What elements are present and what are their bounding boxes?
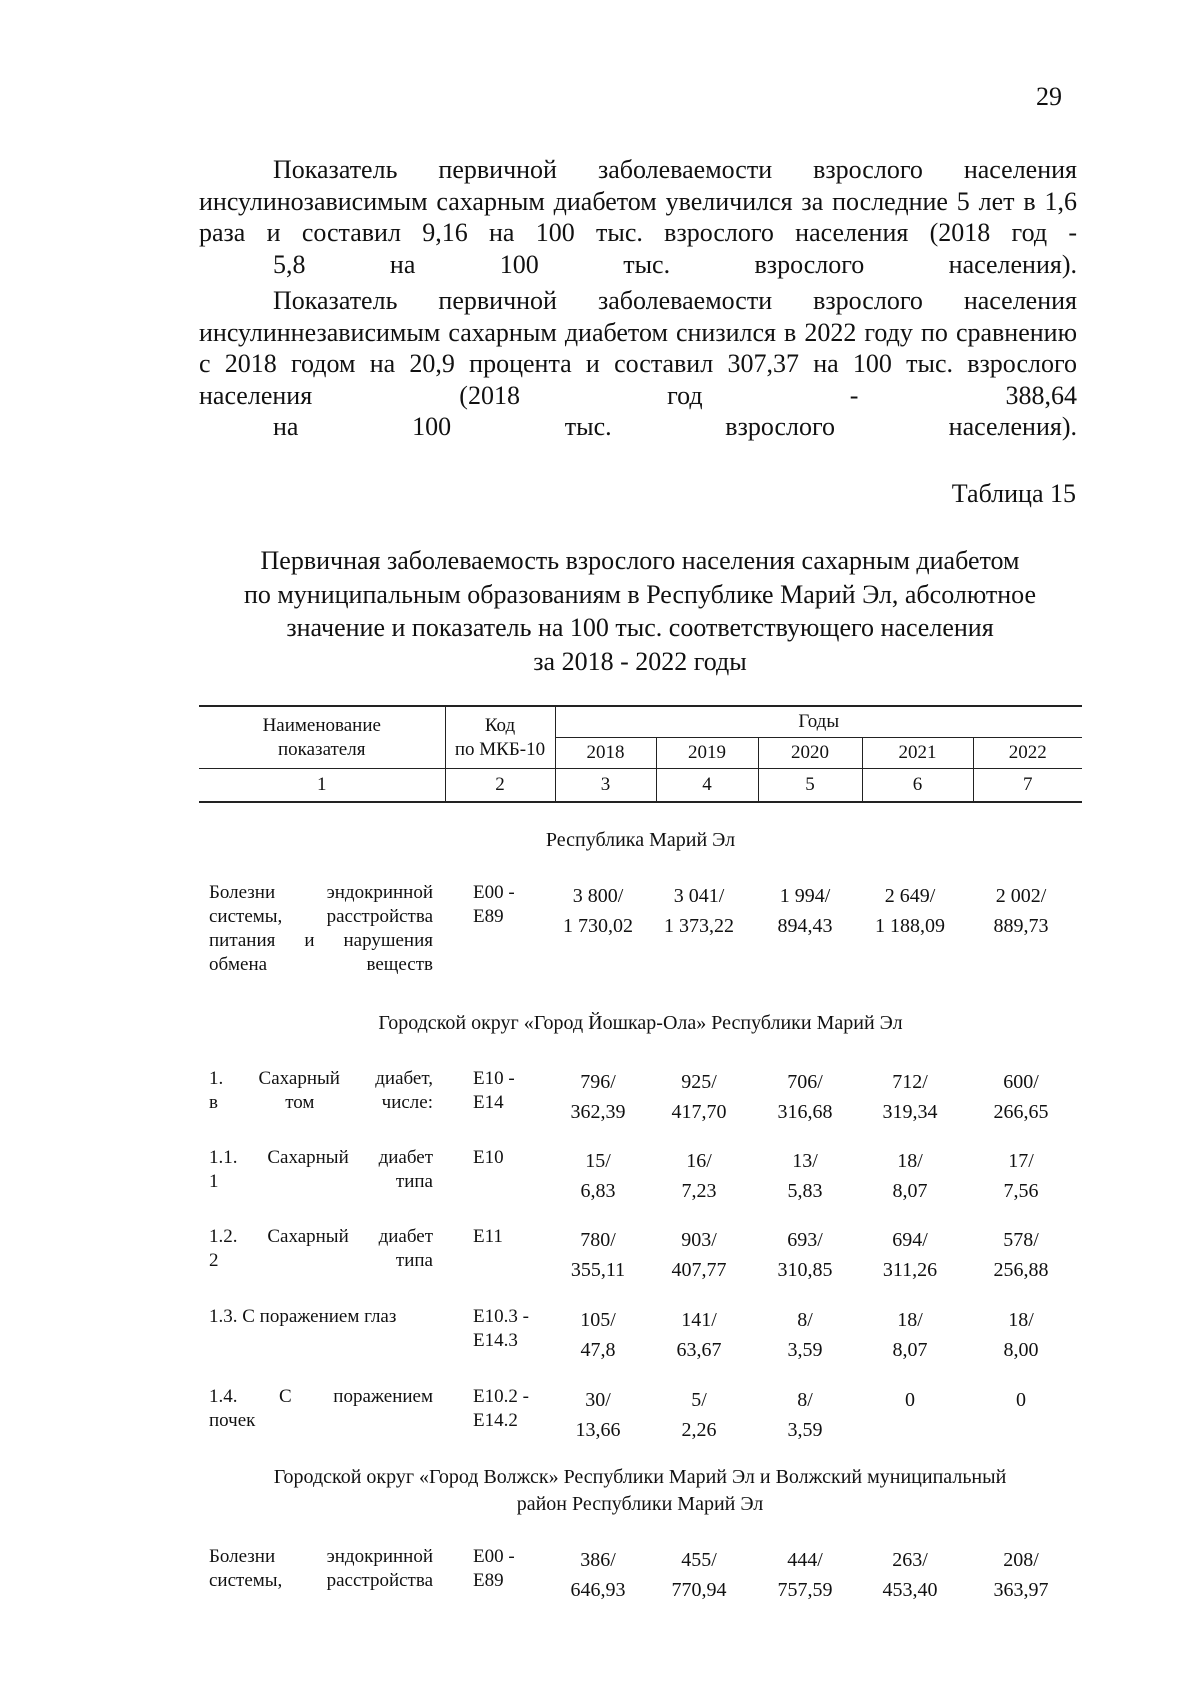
row-name-line: 1.1. Сахарный диабет (209, 1147, 433, 1168)
value-rate: 407,77 (671, 1259, 727, 1281)
value-rate: 7,23 (681, 1180, 717, 1202)
table-title-line: по муниципальным образованиям в Республике Марий Эл, абсолютное (243, 579, 1037, 609)
value-rate: 266,65 (993, 1101, 1049, 1123)
header-year-2022: 2022 (973, 738, 1082, 769)
col-number: 4 (656, 769, 758, 803)
value-count: 903/ (681, 1229, 717, 1251)
row-code-line: E14 (473, 1092, 504, 1113)
header-code-line2: по МКБ-10 (454, 738, 546, 760)
row-name-line: в том числе: (209, 1092, 433, 1113)
section-heading-line: Городской округ «Город Волжск» Республики Марий Эл и Волжский муниципальный (273, 1466, 1007, 1488)
value-rate: 453,40 (882, 1579, 938, 1601)
value-rate: 889,73 (993, 915, 1049, 937)
header-name-cell (199, 706, 445, 769)
paragraph-line: по сравнению с 2018 годом на 20,9 процента и составил (199, 317, 1078, 378)
row-name-line: Болезни эндокринной (209, 882, 433, 903)
value-count: 694/ (892, 1229, 928, 1251)
row-name-line: почек (209, 1410, 256, 1431)
col-number: 3 (555, 769, 656, 803)
value-cell (649, 881, 749, 941)
row-code-line: E10.2 - (473, 1386, 529, 1407)
value-rate: 316,68 (777, 1101, 833, 1123)
paragraph-line: инсулинозависимым сахарным диабетом увеличился за последние 5 лет (199, 186, 1015, 216)
section-heading (199, 827, 1082, 854)
value-rate: 1 730,02 (563, 915, 633, 937)
value-cell (755, 1305, 855, 1365)
header-name-line1: Наименование (262, 714, 381, 736)
value-cell (755, 1067, 855, 1127)
row-name-line: 1. Сахарный диабет, (209, 1068, 433, 1089)
header-year-2021: 2021 (862, 738, 973, 769)
value-cell (548, 1385, 648, 1445)
value-cell (971, 1146, 1071, 1206)
value-cell (860, 881, 960, 941)
paragraph-line: Показатель первичной заболеваемости взрослого населения (273, 155, 1077, 184)
paragraph-line: в 1,6 раза и составил 9,16 на 100 тыс. взрослого населения (2018 год - (199, 186, 1078, 247)
value-count: 18/ (897, 1150, 923, 1172)
value-cell (649, 1225, 749, 1285)
value-count: 2 002/ (995, 885, 1047, 907)
value-count: 5/ (691, 1389, 707, 1411)
value-rate: 1 188,09 (875, 915, 945, 937)
row-name (209, 1067, 433, 1115)
row-name-line: системы, расстройства (209, 906, 433, 927)
value-cell (971, 1067, 1071, 1127)
value-cell (755, 1146, 855, 1206)
header-code-line1: Код (484, 714, 516, 736)
value-count: 706/ (787, 1071, 823, 1093)
value-rate: 13,66 (575, 1419, 621, 1441)
value-rate: 7,56 (1003, 1180, 1039, 1202)
value-cell (860, 1146, 960, 1206)
value-cell (548, 1545, 648, 1605)
col-number: 1 (199, 769, 445, 803)
value-rate: 8,07 (892, 1339, 928, 1361)
value-cell (649, 1146, 749, 1206)
value-count: 105/ (580, 1309, 616, 1331)
value-count: 3 041/ (673, 885, 725, 907)
page-number: 29 (1036, 82, 1062, 111)
value-rate: 770,94 (671, 1579, 727, 1601)
row-name-line: 1.2. Сахарный диабет (209, 1226, 433, 1247)
value-cell (649, 1545, 749, 1605)
row-code (473, 1305, 553, 1353)
value-cell (755, 1225, 855, 1285)
table-label: Таблица 15 (951, 479, 1076, 508)
value-rate: 8,07 (892, 1180, 928, 1202)
row-code (473, 1545, 553, 1593)
value-count: 8/ (797, 1309, 813, 1331)
value-count: 141/ (681, 1309, 717, 1331)
row-name (209, 881, 433, 977)
value-count: 444/ (787, 1549, 823, 1571)
value-count: 2 649/ (884, 885, 936, 907)
value-count: 17/ (1008, 1150, 1034, 1172)
value-count: 15/ (585, 1150, 611, 1172)
value-rate: 47,8 (580, 1339, 616, 1361)
value-cell (755, 1545, 855, 1605)
value-count: 208/ (1003, 1549, 1039, 1571)
table-title (160, 544, 1120, 678)
row-code (473, 1067, 553, 1115)
value-count: 712/ (892, 1071, 928, 1093)
header-year-2019: 2019 (656, 738, 758, 769)
row-code-line: E89 (473, 906, 504, 927)
value-rate: 363,97 (993, 1579, 1049, 1601)
row-code (473, 1225, 553, 1249)
row-code-line: E89 (473, 1570, 504, 1591)
value-cell (548, 1146, 648, 1206)
col-number: 2 (445, 769, 555, 803)
paragraph-2 (199, 285, 1077, 443)
header-year-2020: 2020 (758, 738, 862, 769)
value-count: 455/ (681, 1549, 717, 1571)
value-count: 18/ (897, 1309, 923, 1331)
value-count: 578/ (1003, 1229, 1039, 1251)
col-number: 6 (862, 769, 973, 803)
value-rate: 63,67 (676, 1339, 722, 1361)
value-rate: 256,88 (993, 1259, 1049, 1281)
value-cell (649, 1305, 749, 1365)
row-name (209, 1545, 433, 1593)
paragraph-line: на 100 тыс. взрослого населения). (273, 412, 1077, 441)
row-code-line: E00 - (473, 882, 515, 903)
value-rate: 646,93 (570, 1579, 626, 1601)
value-cell (548, 1225, 648, 1285)
row-code-line: E10 - (473, 1068, 515, 1089)
paragraph-line: 307,37 на 100 тыс. взрослого населения (2018 год - 388,64 (199, 349, 1077, 410)
value-count: 925/ (681, 1071, 717, 1093)
row-name-line: обмена веществ (209, 954, 433, 975)
value-count: 263/ (892, 1549, 928, 1571)
value-count: 18/ (1008, 1309, 1034, 1331)
table-title-line: значение и показатель на 100 тыс. соответствующего населения (286, 613, 994, 642)
value-count: 693/ (787, 1229, 823, 1251)
table-title-line: Первичная заболеваемость взрослого населения сахарным диабетом (260, 546, 1020, 575)
value-rate: 417,70 (671, 1101, 727, 1123)
row-name (209, 1146, 433, 1194)
row-name-line: 1 типа (209, 1171, 433, 1192)
value-rate: 311,26 (882, 1259, 938, 1281)
value-cell (971, 881, 1071, 941)
header-code-cell (445, 706, 555, 769)
col-number: 7 (973, 769, 1082, 803)
value-rate: 310,85 (777, 1259, 833, 1281)
value-count: 1 994/ (779, 885, 831, 907)
row-code (473, 1146, 553, 1170)
value-rate: 3,59 (787, 1339, 823, 1361)
value-rate: 1 373,22 (664, 915, 734, 937)
table-title-line: за 2018 - 2022 годы (533, 646, 747, 676)
row-name-line: 1.4. С поражением (209, 1386, 433, 1407)
value-cell (860, 1385, 960, 1415)
row-code-line: E14.2 (473, 1410, 518, 1431)
value-rate: 757,59 (777, 1579, 833, 1601)
value-count: 8/ (797, 1389, 813, 1411)
row-code-line: E00 - (473, 1546, 515, 1567)
header-name-line2: показателя (278, 738, 366, 760)
row-code-line: E10.3 - (473, 1306, 529, 1327)
value-rate: 894,43 (777, 915, 833, 937)
paragraph-line: Показатель первичной заболеваемости взрослого населения (273, 286, 1077, 315)
row-code-line: E11 (473, 1226, 503, 1247)
row-name-line: Болезни эндокринной (209, 1546, 433, 1567)
value-cell (971, 1545, 1071, 1605)
section-heading-line: Республика Марий Эл (545, 829, 736, 851)
value-rate: 5,83 (787, 1180, 823, 1202)
row-code-line: E10 (473, 1147, 504, 1168)
row-code (473, 1385, 553, 1433)
value-count: 13/ (792, 1150, 818, 1172)
value-cell (860, 1067, 960, 1127)
value-cell (860, 1545, 960, 1605)
section-heading-line: Городской округ «Город Йошкар-Ола» Республики Марий Эл (378, 1012, 903, 1034)
row-code-line: E14.3 (473, 1330, 518, 1351)
value-rate: 355,11 (570, 1259, 626, 1281)
value-cell (971, 1305, 1071, 1365)
value-cell (971, 1385, 1071, 1415)
value-count: 0 (1016, 1389, 1026, 1411)
value-cell (755, 881, 855, 941)
value-rate: 6,83 (580, 1180, 616, 1202)
paragraph-line: инсулиннезависимым сахарным диабетом снизился в 2022 году (199, 317, 913, 347)
section-heading-line: район Республики Марий Эл (516, 1493, 764, 1515)
value-cell (548, 1305, 648, 1365)
value-rate: 3,59 (787, 1419, 823, 1441)
value-count: 3 800/ (572, 885, 624, 907)
header-years: Годы (555, 706, 1082, 738)
value-rate: 319,34 (882, 1101, 938, 1123)
value-rate: 2,26 (681, 1419, 717, 1441)
section-heading (199, 1010, 1082, 1037)
row-name-line: 2 типа (209, 1250, 433, 1271)
value-count: 16/ (686, 1150, 712, 1172)
row-name-line: системы, расстройства (209, 1570, 433, 1591)
value-cell (548, 1067, 648, 1127)
value-count: 780/ (580, 1229, 616, 1251)
row-name-line: 1.3. С поражением глаз (209, 1306, 397, 1327)
value-cell (548, 881, 648, 941)
col-number: 5 (758, 769, 862, 803)
value-cell (755, 1385, 855, 1445)
row-code (473, 881, 553, 929)
value-count: 0 (905, 1389, 915, 1411)
value-count: 600/ (1003, 1071, 1039, 1093)
value-cell (971, 1225, 1071, 1285)
value-count: 796/ (580, 1071, 616, 1093)
value-cell (860, 1305, 960, 1365)
paragraph-1 (199, 154, 1077, 280)
value-cell (860, 1225, 960, 1285)
value-count: 30/ (585, 1389, 611, 1411)
value-rate: 362,39 (570, 1101, 626, 1123)
header-year-2018: 2018 (555, 738, 656, 769)
table-header (199, 705, 1082, 803)
row-name-line: питания и нарушения (209, 930, 433, 951)
value-rate: 8,00 (1003, 1339, 1039, 1361)
section-heading (160, 1464, 1120, 1518)
value-cell (649, 1385, 749, 1445)
value-cell (649, 1067, 749, 1127)
row-name (209, 1225, 433, 1273)
value-count: 386/ (580, 1549, 616, 1571)
row-name (209, 1305, 433, 1329)
paragraph-line: 5,8 на 100 тыс. взрослого населения). (273, 249, 1077, 279)
row-name (209, 1385, 433, 1433)
